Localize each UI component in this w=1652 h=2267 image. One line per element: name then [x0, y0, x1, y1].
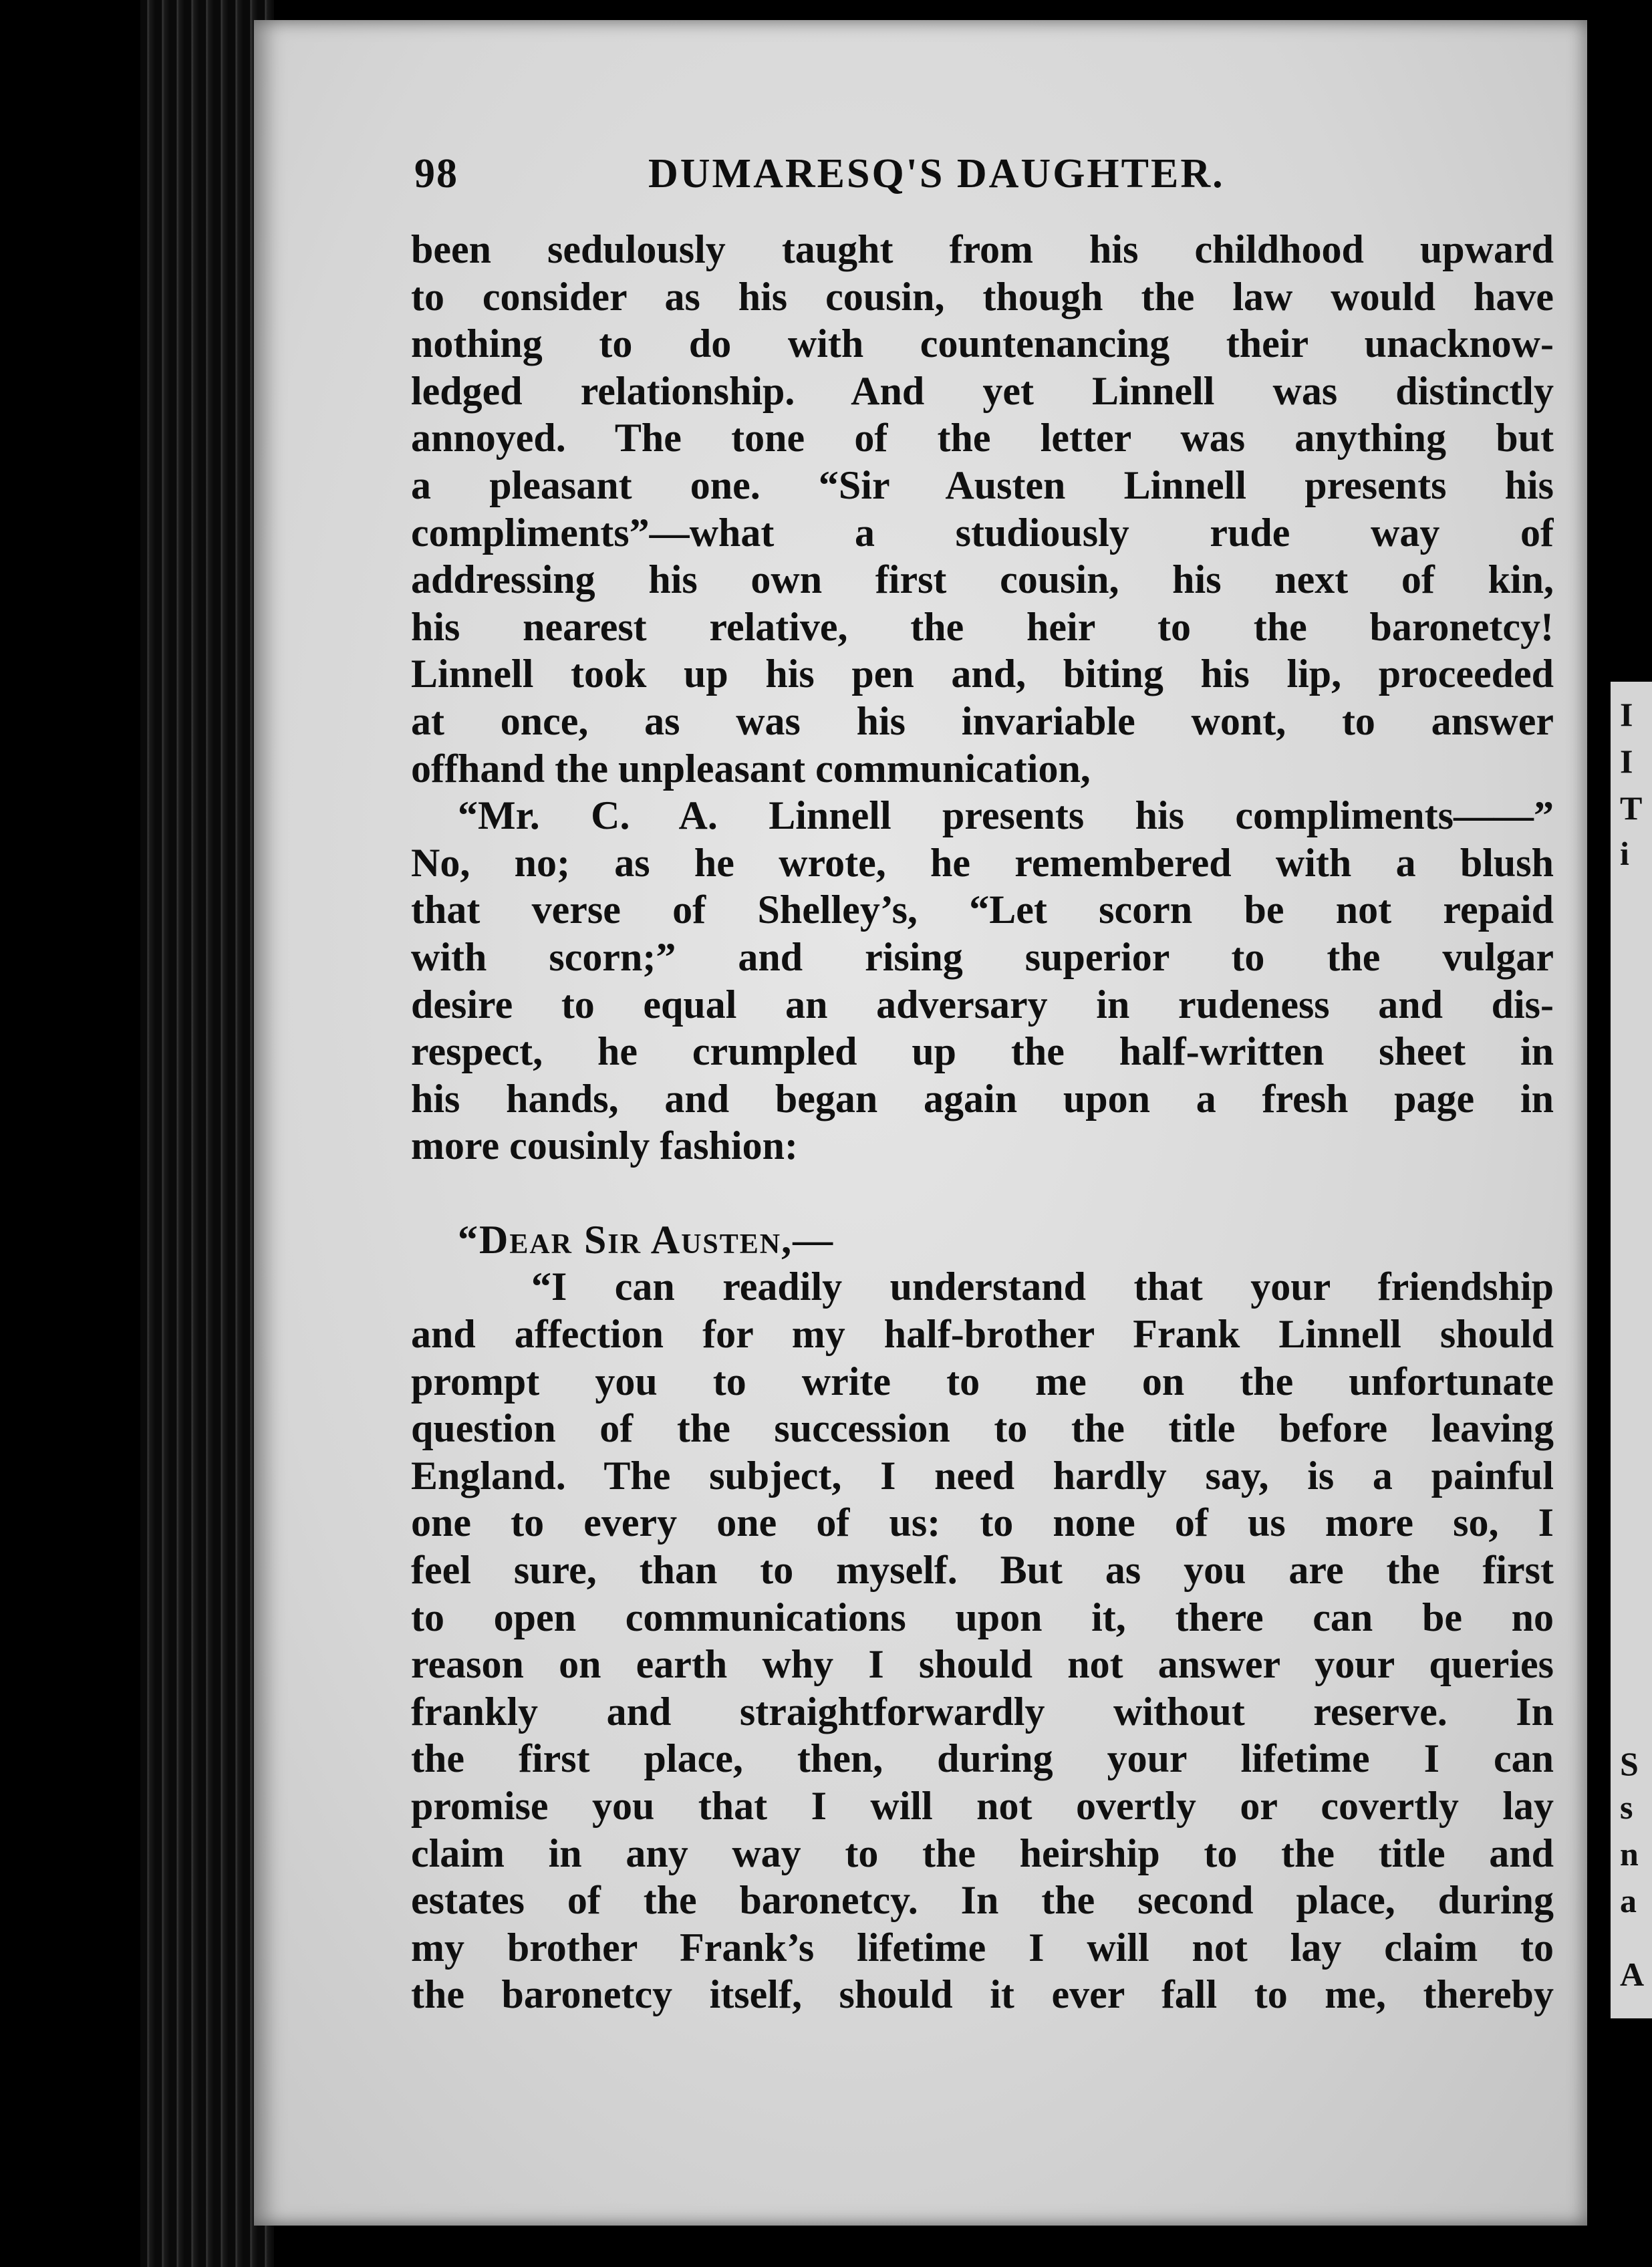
- adjacent-char: T: [1620, 789, 1643, 827]
- text-line: to consider as his cousin, though the law would have: [411, 274, 1554, 319]
- text-line: with scorn;” and rising superior to the vulgar: [411, 934, 1554, 979]
- text-line: estates of the baronetcy. In the second place, during: [411, 1878, 1554, 1923]
- text-line: promise you that I will not overtly or covertly lay: [411, 1784, 1554, 1828]
- page-header: [414, 144, 1537, 204]
- text-line: frankly and straightforwardly without reserve. In: [411, 1689, 1554, 1734]
- adjacent-char: n: [1620, 1835, 1639, 1873]
- text-line: nothing to do with countenancing their unacknow-: [411, 321, 1554, 366]
- text-line: at once, as was his invariable wont, to answer: [411, 698, 1554, 743]
- adjacent-char: i: [1620, 835, 1629, 872]
- adjacent-page-sliver: [1611, 682, 1652, 2018]
- text-line: annoyed. The tone of the letter was anything but: [411, 416, 1554, 460]
- text-line: the first place, then, during your lifetime I can: [411, 1736, 1554, 1781]
- body-text: [411, 226, 1554, 2018]
- text-line: my brother Frank’s lifetime I will not lay claim to: [411, 1925, 1554, 1970]
- text-line: offhand the unpleasant communication,: [411, 746, 1091, 791]
- text-line: his hands, and began again upon a fresh page in: [411, 1076, 1554, 1121]
- text-line: been sedulously taught from his childhood upward: [411, 227, 1554, 271]
- text-line: “Mr. C. A. Linnell presents his compliments——”: [458, 793, 1554, 838]
- text-line: Linnell took up his pen and, biting his lip, proceeded: [411, 652, 1554, 696]
- adjacent-char: a: [1620, 1882, 1637, 1919]
- adjacent-char: I: [1620, 696, 1633, 733]
- adjacent-char: s: [1620, 1788, 1633, 1826]
- running-head: DUMARESQ'S DAUGHTER.: [648, 151, 1225, 196]
- text-line: more cousinly fashion:: [411, 1123, 798, 1168]
- paragraph-gap: [411, 1170, 1554, 1216]
- text-line: question of the succession to the title before leaving: [411, 1406, 1554, 1451]
- text-line: the baronetcy itself, should it ever fall to me, thereby: [411, 1972, 1554, 2017]
- text-line: one to every one of us: to none of us more so, I: [411, 1500, 1554, 1545]
- text-line: ledged relationship. And yet Linnell was distinctly: [411, 368, 1554, 413]
- text-line: to open communications upon it, there can be no: [411, 1595, 1554, 1639]
- text-line: No, no; as he wrote, he remembered with a blush: [411, 840, 1554, 885]
- text-line: addressing his own first cousin, his next of kin,: [411, 557, 1554, 602]
- text-line: desire to equal an adversary in rudeness and dis-: [411, 982, 1554, 1027]
- page-number: 98: [414, 151, 458, 196]
- text-line: a pleasant one. “Sir Austen Linnell presents his: [411, 462, 1554, 507]
- text-line: England. The subject, I need hardly say, is a painful: [411, 1453, 1554, 1498]
- text-line: compliments”—what a studiously rude way of: [411, 510, 1554, 555]
- adjacent-char: S: [1620, 1745, 1639, 1782]
- text-line: prompt you to write to me on the unfortunate: [411, 1359, 1554, 1404]
- text-line: and affection for my half-brother Frank Linnell should: [411, 1312, 1554, 1357]
- text-line: “I can readily understand that your friendship: [531, 1264, 1554, 1309]
- text-line: respect, he crumpled up the half-written sheet in: [411, 1029, 1554, 1074]
- letter-salutation: “Dear Sir Austen,—: [458, 1217, 835, 1262]
- adjacent-char: I: [1620, 743, 1633, 780]
- text-line: reason on earth why I should not answer your queries: [411, 1642, 1554, 1687]
- text-line: that verse of Shelley’s, “Let scorn be not repaid: [411, 888, 1554, 932]
- text-line: claim in any way to the heirship to the title and: [411, 1831, 1554, 1875]
- adjacent-char: A: [1620, 1956, 1645, 1993]
- text-line: feel sure, than to myself. But as you are the first: [411, 1548, 1554, 1593]
- text-line: his nearest relative, the heir to the baronetcy!: [411, 604, 1554, 649]
